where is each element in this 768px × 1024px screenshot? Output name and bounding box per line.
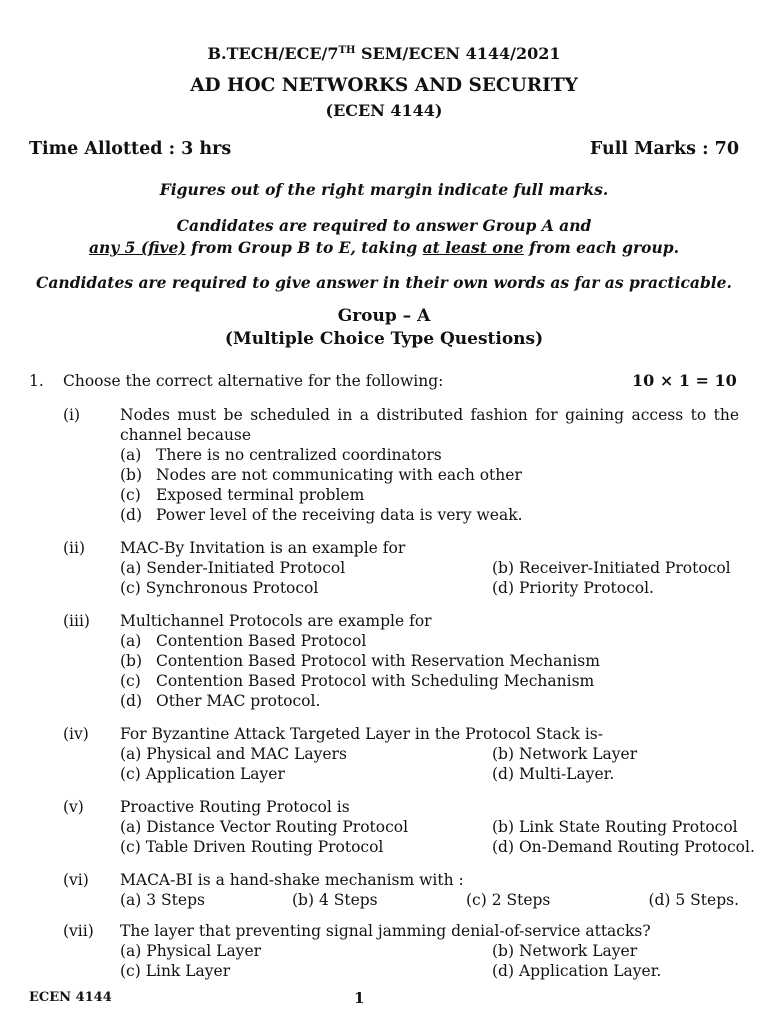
option-key: (c) [120, 672, 141, 690]
mcq-stem: For Byzantine Attack Targeted Layer in the Protocol Stack is- [120, 725, 603, 743]
option-d: (d) Priority Protocol. [492, 579, 654, 597]
exam-code-prefix: B.TECH/ECE/7 [207, 44, 339, 63]
option-c: (c) Table Driven Routing Protocol [120, 838, 384, 856]
option-d: (d) On-Demand Routing Protocol. [492, 838, 755, 856]
option-text: Power level of the receiving data is very weak. [156, 506, 523, 524]
mcq-stem: MACA-BI is a hand-shake mechanism with : [120, 871, 464, 889]
mcq-number: (vi) [63, 871, 89, 889]
instruction-margin-marks: Figures out of the right margin indicate full marks. [159, 180, 609, 199]
option-b: (b) Network Layer [492, 942, 638, 960]
question-number: 1. [29, 372, 44, 390]
option-a: (a) Physical Layer [120, 942, 262, 960]
time-allotted: Time Allotted : 3 hrs [29, 139, 232, 159]
option-text: Contention Based Protocol [156, 632, 367, 650]
paper-subcode: (ECEN 4144) [325, 101, 443, 120]
at-least-one-underlined: at least one [422, 238, 524, 257]
mcq-stem: Multichannel Protocols are example for [120, 612, 432, 630]
page-number: 1 [354, 989, 365, 1007]
option-key: (a) [120, 446, 142, 464]
option-b: (b) Network Layer [492, 745, 638, 763]
instruction-answer-group: Candidates are required to answer Group A and [176, 216, 592, 235]
mcq-number: (v) [63, 798, 84, 816]
option-key: (d) [120, 692, 143, 710]
option-a: (a) Physical and MAC Layers [120, 745, 347, 763]
option-d: (d) 5 Steps. [648, 891, 739, 909]
mcq-stem: MAC-By Invitation is an example for [120, 539, 406, 557]
option-text: Contention Based Protocol with Reservation Mechanism [156, 652, 600, 670]
option-text: Exposed terminal problem [156, 486, 365, 504]
option-text: Other MAC protocol. [156, 692, 321, 710]
mcq-stem: Nodes must be scheduled in a distributed fashion for gaining access to the [120, 406, 739, 424]
mcq-stem: Proactive Routing Protocol is [120, 798, 350, 816]
option-key: (b) [120, 466, 143, 484]
group-title: Group – A [337, 306, 431, 326]
option-key: (d) [120, 506, 143, 524]
option-key: (a) [120, 632, 142, 650]
mcq-number: (iv) [63, 725, 89, 743]
any-five-text-1: from Group B to E, taking [185, 238, 423, 257]
exam-code [0, 44, 768, 63]
option-c: (c) Link Layer [120, 962, 231, 980]
mcq-number: (iii) [63, 612, 90, 630]
option-text: Nodes are not communicating with each other [156, 466, 522, 484]
instruction-own-words: Candidates are required to give answer in their own words as far as practicable. [36, 273, 732, 292]
instruction-any-five [0, 238, 768, 257]
option-d: (d) Application Layer. [492, 962, 662, 980]
option-a: (a) Distance Vector Routing Protocol [120, 818, 409, 836]
question-text: Choose the correct alternative for the following: [63, 372, 444, 390]
any-five-text-2: from each group. [523, 238, 680, 257]
footer-code: ECEN 4144 [29, 990, 112, 1005]
exam-code-suffix: SEM/ECEN 4144/2021 [355, 44, 561, 63]
option-b: (b) 4 Steps [292, 891, 378, 909]
group-subtitle: (Multiple Choice Type Questions) [224, 329, 544, 349]
option-text: Contention Based Protocol with Scheduling Mechanism [156, 672, 595, 690]
option-c: (c) Synchronous Protocol [120, 579, 319, 597]
mcq-stem-continued: channel because [120, 426, 252, 444]
option-c: (c) Application Layer [120, 765, 285, 783]
full-marks: Full Marks : 70 [589, 139, 739, 159]
option-a: (a) Sender-Initiated Protocol [120, 559, 346, 577]
option-key: (b) [120, 652, 143, 670]
mcq-stem: The layer that preventing signal jamming denial-of-service attacks? [120, 922, 651, 940]
option-b: (b) Link State Routing Protocol [492, 818, 738, 836]
exam-code-sup: TH [338, 45, 356, 56]
option-key: (c) [120, 486, 141, 504]
mcq-number: (ii) [63, 539, 86, 557]
option-text: There is no centralized coordinators [156, 446, 442, 464]
option-c: (c) 2 Steps [466, 891, 551, 909]
paper-title: AD HOC NETWORKS AND SECURITY [190, 75, 578, 96]
any-five-underlined: any 5 (five) [88, 238, 186, 257]
mcq-number: (vii) [63, 922, 94, 940]
option-a: (a) 3 Steps [120, 891, 205, 909]
mcq-number: (i) [63, 406, 81, 424]
option-d: (d) Multi-Layer. [492, 765, 615, 783]
question-marks: 10 × 1 = 10 [632, 371, 737, 390]
option-b: (b) Receiver-Initiated Protocol [492, 559, 731, 577]
